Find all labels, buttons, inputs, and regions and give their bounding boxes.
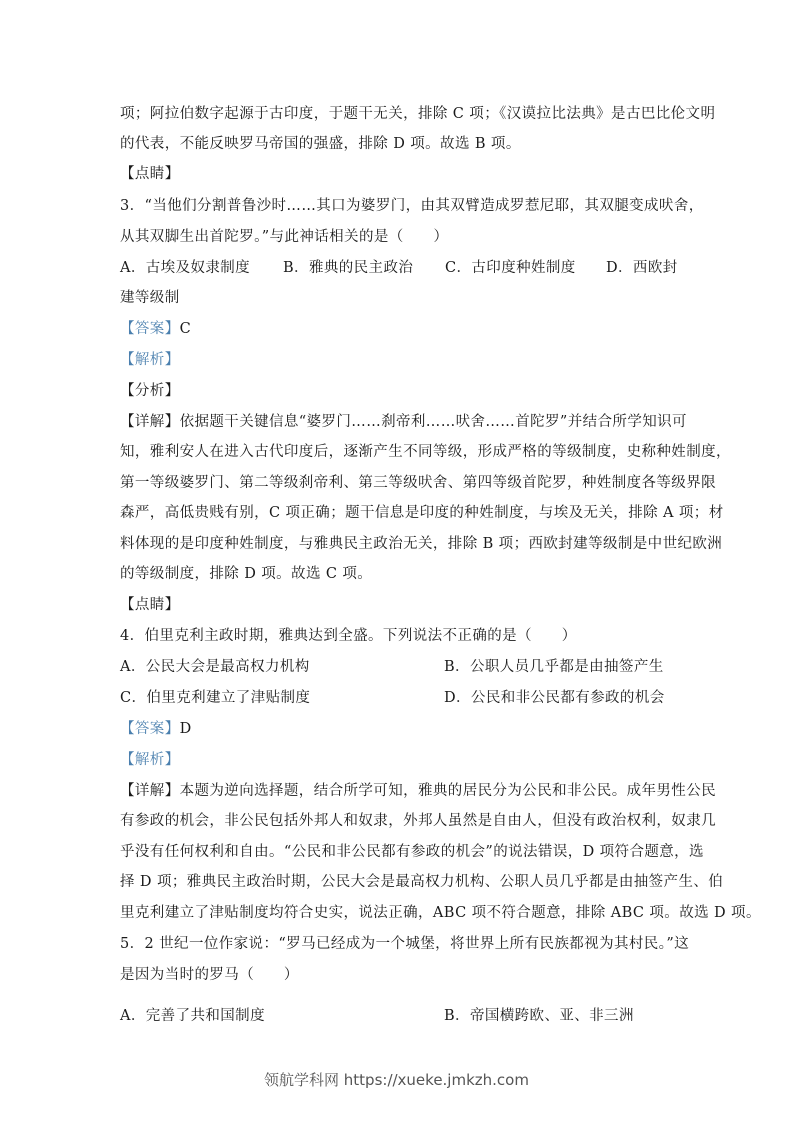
q5-stem-line-2: 是因为当时的罗马（ ）: [120, 967, 299, 983]
q5-option-b: B．帝国横跨欧、亚、非三洲: [444, 1008, 634, 1024]
q3-option-b: B．雅典的民主政治: [283, 260, 414, 276]
answer-label: 【答案】: [120, 721, 180, 737]
q3-option-d-continued: 建等级制: [120, 290, 180, 306]
q4-option-c: C．伯里克利建立了津贴制度: [120, 690, 311, 706]
q3-stem-line-1: 3．“当他们分割普鲁沙时……其口为婆罗门，由其双臂造成罗惹尼耶，其双腿变成吠舍，: [120, 198, 704, 214]
q4-option-a: A．公民大会是最高权力机构: [120, 659, 310, 675]
q4-stem: 4．伯里克利主政时期，雅典达到全盛。下列说法不正确的是（ ）: [120, 628, 577, 644]
answer-value: C: [179, 321, 192, 337]
q3-dianjing-label: 【点睛】: [120, 597, 180, 613]
q3-detail-line-1: 【详解】依据题干关键信息“婆罗门……刹帝利……吠舍……首陀罗”并结合所学知识可: [120, 414, 687, 430]
q3-option-d: D．西欧封: [606, 260, 678, 276]
q4-answer: [120, 719, 192, 739]
q3-jiexi-label: 【解析】: [120, 352, 180, 368]
q3-option-a: A．古埃及奴隶制度: [120, 260, 251, 276]
q3-detail-line-3: 第一等级婆罗门、第二等级刹帝利、第三等级吠舍、第四等级首陀罗，种姓制度各等级界限: [120, 475, 716, 491]
q3-detail-line-5: 料体现的是印度种姓制度，与雅典民主政治无关，排除 B 项；西欧封建等级制是中世纪欧洲: [120, 536, 723, 552]
q5-stem-line-1: 5．2 世纪一位作家说：“罗马已经成为一个城堡，将世界上所有民族都视为其村民。”这: [120, 936, 690, 952]
q4-detail-line-2: 有参政的机会，非公民包括外邦人和奴隶，外邦人虽然是自由人，但没有政治权利，奴隶几: [120, 813, 716, 829]
answer-label: 【答案】: [120, 321, 180, 337]
q3-detail-line-2: 知，雅利安人在进入古代印度后，逐渐产生不同等级，形成严格的等级制度，史称种姓制度，: [120, 444, 731, 460]
q3-detail-line-4: 森严，高低贵贱有别，C 项正确；题干信息是印度的种姓制度，与埃及无关，排除 A 项；材: [120, 505, 724, 521]
q4-option-b: B．公职人员几乎都是由抽签产生: [444, 659, 664, 675]
q4-detail-line-4: 择 D 项；雅典民主政治时期，公民大会是最高权力机构、公职人员几乎都是由抽签产生、伯: [120, 874, 724, 890]
prev-explanation-line-1: 项；阿拉伯数字起源于古印度，于题干无关，排除 C 项；《汉谟拉比法典》是古巴比伦文明: [120, 106, 716, 122]
q5-option-a: A．完善了共和国制度: [120, 1008, 265, 1024]
q3-detail-line-6: 的等级制度，排除 D 项。故选 C 项。: [120, 566, 373, 582]
q4-detail-line-3: 乎没有任何权利和自由。“公民和非公民都有参政的机会”的说法错误，D 项符合题意，选: [120, 844, 704, 860]
q3-stem-line-2: 从其双脚生出首陀罗。”与此神话相关的是（ ）: [120, 229, 449, 245]
prev-explanation-line-2: 的代表，不能反映罗马帝国的强盛，排除 D 项。故选 B 项。: [120, 136, 521, 152]
q3-option-c: C．古印度种姓制度: [445, 260, 576, 276]
q3-fenxi-label: 【分析】: [120, 383, 180, 399]
q3-answer: [120, 319, 191, 339]
q4-detail-line-1: 【详解】本题为逆向选择题，结合所学可知，雅典的居民分为公民和非公民。成年男性公民: [120, 783, 716, 799]
dianjing-label: 【点睛】: [120, 166, 180, 182]
q4-option-d: D．公民和非公民都有参政的机会: [444, 690, 665, 706]
q4-jiexi-label: 【解析】: [120, 752, 180, 768]
q4-detail-line-5: 里克利建立了津贴制度均符合史实，说法正确，ABC 项不符合题意，排除 ABC 项。故选 D 项。: [120, 905, 761, 921]
answer-value: D: [179, 721, 192, 737]
footer-watermark: 领航学科网 https://xueke.jmkzh.com: [264, 1071, 529, 1089]
